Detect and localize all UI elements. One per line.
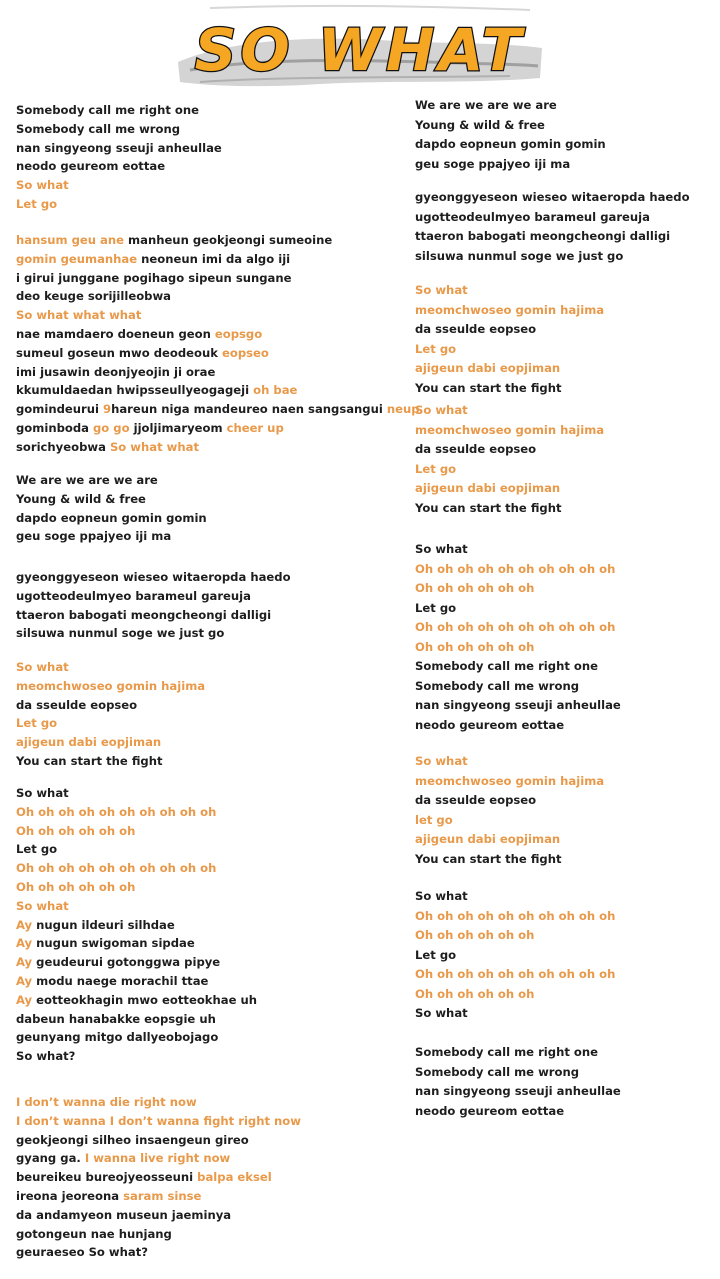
- brush-stroke-title: [170, 0, 550, 100]
- lyric-highlight: hansum geu ane: [16, 233, 124, 247]
- lyric-text: Somebody call me right one: [415, 659, 598, 673]
- lyric-highlight: Ay: [16, 973, 33, 988]
- lyric-text: dapdo eopneun gomin gomin: [415, 137, 606, 151]
- stanza: [16, 1093, 408, 1262]
- lyric-highlight: So what: [415, 283, 468, 297]
- lyric-line: [415, 811, 715, 831]
- lyric-text: da sseulde eopseo: [415, 322, 537, 336]
- lyric-line: [415, 618, 715, 638]
- lyric-text: geokjeongi silheo insaengeun gireo: [16, 1132, 249, 1147]
- lyric-line: [16, 916, 408, 935]
- lyric-highlight: I don’t wanna die right now: [16, 1095, 197, 1109]
- lyric-line: [415, 479, 715, 499]
- lyric-highlight: I wanna live right now: [84, 1151, 231, 1166]
- lyric-line: [415, 791, 715, 811]
- lyric-line: [16, 587, 408, 606]
- stanza: [415, 401, 715, 518]
- lyric-line: [415, 1004, 715, 1024]
- lyric-line: [415, 946, 715, 966]
- lyric-line: [16, 250, 408, 269]
- lyric-line: [415, 772, 715, 792]
- lyric-highlight: oh bae: [253, 383, 298, 398]
- lyric-line: [415, 926, 715, 946]
- lyric-highlight: Oh oh oh oh oh oh oh oh oh oh: [415, 908, 616, 923]
- lyric-line: [415, 499, 715, 519]
- lyric-text: So what?: [16, 1049, 76, 1064]
- lyric-highlight: cheer up: [226, 420, 284, 435]
- lyric-line: [415, 421, 715, 441]
- lyric-line: [16, 658, 408, 677]
- lyric-line: [415, 965, 715, 985]
- stanza: [415, 1043, 715, 1121]
- lyric-highlight: Oh oh oh oh oh oh: [16, 879, 136, 894]
- lyric-line: [16, 897, 408, 916]
- lyric-text: hareun niga mandeureo naen sangsangui: [111, 402, 387, 417]
- lyric-text: da sseulde eopseo: [415, 442, 537, 456]
- lyric-text: Young & wild & free: [415, 117, 545, 132]
- lyric-highlight: Let go: [16, 716, 58, 731]
- lyric-line: [16, 176, 408, 195]
- lyric-line: [415, 188, 715, 208]
- lyric-line: [415, 540, 715, 560]
- lyric-highlight: So what: [16, 178, 69, 193]
- lyric-line: [415, 985, 715, 1005]
- lyric-line: [415, 401, 715, 421]
- lyric-text: geu soge ppajyeo iji ma: [415, 156, 571, 171]
- lyric-text: gotongeun nae hunjang: [16, 1226, 172, 1241]
- lyric-highlight: meomchwoseo gomin hajima: [415, 773, 605, 788]
- lyric-highlight: eopseo: [221, 345, 269, 360]
- lyric-line: [16, 784, 408, 803]
- lyric-text: nan singyeong sseuji anheullae: [415, 1084, 621, 1098]
- lyric-line: [16, 381, 408, 400]
- lyric-line: [415, 359, 715, 379]
- lyric-line: [16, 624, 408, 643]
- lyric-highlight: So what: [415, 403, 468, 417]
- lyric-line: [415, 1102, 715, 1122]
- lyric-line: [415, 887, 715, 907]
- lyric-highlight: Oh oh oh oh oh oh oh oh oh oh: [415, 561, 616, 576]
- lyric-line: [16, 1225, 408, 1244]
- lyric-line: [415, 208, 715, 228]
- lyric-line: [16, 157, 408, 176]
- lyric-highlight: ajigeun dabi eopjiman: [415, 481, 561, 495]
- lyric-line: [415, 340, 715, 360]
- lyric-highlight: Ay: [16, 917, 33, 932]
- stanza: [16, 568, 408, 643]
- lyric-text: da sseulde eopseo: [16, 697, 138, 712]
- lyric-highlight: meomchwoseo gomin hajima: [415, 422, 605, 437]
- lyric-line: [16, 287, 408, 306]
- lyric-line: [16, 822, 408, 841]
- lyric-highlight: meomchwoseo gomin hajima: [16, 678, 206, 693]
- lyric-highlight: Let go: [415, 461, 457, 476]
- lyric-highlight: go go: [93, 420, 130, 435]
- lyric-line: [16, 195, 408, 214]
- lyric-highlight: Oh oh oh oh oh oh: [415, 928, 535, 942]
- lyric-text: manheun geokjeongi sumeoine: [124, 233, 333, 247]
- lyric-line: [415, 716, 715, 736]
- lyric-line: [16, 101, 408, 120]
- lyric-line: [16, 606, 408, 625]
- lyric-text: ttaeron babogati meongcheongi dalligi: [16, 607, 272, 622]
- stanza: [415, 887, 715, 1024]
- lyric-text: neodo geureom eottae: [415, 1103, 565, 1118]
- lyric-highlight: Oh oh oh oh oh oh: [415, 639, 535, 654]
- lyric-text: geudeurui gotonggwa pipye: [32, 955, 221, 970]
- lyric-line: [16, 325, 408, 344]
- stanza: [415, 752, 715, 869]
- lyric-line: [16, 231, 408, 250]
- lyric-line: [16, 752, 408, 771]
- lyric-text: So what: [415, 1006, 468, 1020]
- lyric-line: [16, 972, 408, 991]
- lyric-text: sorichyeobwa: [16, 439, 110, 454]
- lyric-highlight: ajigeun dabi eopjiman: [415, 832, 561, 846]
- lyric-line: [16, 1047, 408, 1066]
- lyric-text: modu naege morachil ttae: [32, 973, 209, 988]
- lyric-highlight: saram sinse: [123, 1188, 202, 1203]
- lyric-line: [16, 490, 408, 509]
- lyric-text: gyeonggyeseon wieseo witaeropda haedo: [415, 190, 690, 204]
- lyric-line: [16, 934, 408, 953]
- lyric-text: Somebody call me right one: [16, 103, 199, 117]
- lyric-line: [415, 247, 715, 267]
- lyric-line: [16, 1010, 408, 1029]
- lyric-highlight: So what: [16, 898, 69, 913]
- lyric-line: [415, 155, 715, 175]
- lyric-line: [16, 953, 408, 972]
- lyric-line: [415, 281, 715, 301]
- lyric-text: You can start the fight: [415, 380, 562, 395]
- lyric-text: ugotteodeulmyeo barameul gareuja: [415, 209, 650, 224]
- lyric-text: Let go: [415, 947, 457, 962]
- lyric-text: nugun swigoman sipdae: [32, 936, 195, 951]
- lyric-line: [16, 1206, 408, 1225]
- lyric-line: [415, 116, 715, 136]
- lyric-highlight: So what what what: [16, 308, 142, 323]
- lyric-text: Let go: [415, 600, 457, 615]
- lyric-text: neoneun imi da algo iji: [137, 251, 291, 266]
- lyric-line: [16, 527, 408, 546]
- lyric-highlight: eopsgo: [214, 326, 263, 341]
- lyric-text: You can start the fight: [415, 500, 562, 515]
- lyric-line: [16, 1243, 408, 1262]
- lyric-highlight: Let go: [415, 341, 457, 356]
- lyric-line: [415, 227, 715, 247]
- lyric-text: geu soge ppajyeo iji ma: [16, 529, 172, 544]
- lyric-line: [16, 714, 408, 733]
- lyric-highlight: So what: [16, 660, 69, 674]
- lyric-text: sumeul goseun mwo deodeouk: [16, 345, 222, 360]
- lyric-text: neodo geureom eottae: [16, 159, 166, 174]
- lyric-highlight: Oh oh oh oh oh oh oh oh oh oh: [16, 861, 217, 876]
- lyric-text: nan singyeong sseuji anheullae: [16, 140, 222, 155]
- lyric-line: [16, 1187, 408, 1206]
- lyric-line: [415, 752, 715, 772]
- lyric-line: [16, 1028, 408, 1047]
- lyric-line: [16, 509, 408, 528]
- lyric-line: [16, 991, 408, 1010]
- lyric-text: geunyang mitgo dallyeobojago: [16, 1030, 219, 1045]
- lyric-line: [16, 1149, 408, 1168]
- lyric-line: [16, 803, 408, 822]
- lyric-line: [16, 1112, 408, 1131]
- lyric-line: [16, 419, 408, 438]
- stanza: [415, 540, 715, 735]
- lyric-text: jjoljimaryeom: [129, 420, 227, 435]
- lyric-highlight: Ay: [16, 955, 33, 970]
- lyric-text: eotteokhagin mwo eotteokhae uh: [32, 992, 257, 1007]
- lyric-line: [415, 560, 715, 580]
- song-title: SO WHAT: [194, 16, 526, 84]
- lyric-line: [415, 830, 715, 850]
- lyric-line: [415, 1082, 715, 1102]
- lyric-line: [16, 139, 408, 158]
- lyric-text: ttaeron babogati meongcheongi dalligi: [415, 229, 671, 243]
- lyric-line: [16, 1168, 408, 1187]
- lyric-highlight: Oh oh oh oh oh oh oh oh oh oh: [415, 967, 616, 981]
- stanza: [16, 784, 408, 1066]
- lyric-text: i girui junggane pogihago sipeun sungane: [16, 270, 292, 285]
- lyric-highlight: 9: [102, 402, 112, 417]
- lyric-text: neodo geureom eottae: [415, 717, 565, 732]
- stanza: [16, 231, 420, 457]
- lyric-text: We are we are we are: [415, 98, 557, 112]
- stanza: [415, 281, 715, 398]
- lyric-line: [16, 400, 420, 419]
- lyric-line: [415, 320, 715, 340]
- lyric-text: We are we are we are: [16, 473, 158, 487]
- lyric-line: [415, 1043, 715, 1063]
- lyric-highlight: Oh oh oh oh oh oh oh oh oh oh: [16, 804, 217, 819]
- lyric-text: Somebody call me wrong: [415, 1064, 580, 1079]
- lyric-line: [16, 269, 408, 288]
- lyric-highlight: ajigeun dabi eopjiman: [16, 735, 162, 750]
- lyric-highlight: Oh oh oh oh oh oh oh oh oh oh: [415, 620, 616, 634]
- lyric-line: [415, 657, 715, 677]
- lyric-line: [415, 907, 715, 927]
- lyric-text: gomindeurui: [16, 402, 103, 417]
- stanza: [16, 658, 408, 771]
- lyric-highlight: Ay: [16, 992, 33, 1007]
- lyric-line: [415, 677, 715, 697]
- lyric-line: [415, 301, 715, 321]
- lyric-text: You can start the fight: [16, 753, 163, 768]
- lyric-highlight: Oh oh oh oh oh oh: [16, 823, 136, 838]
- lyric-text: gyang ga.: [16, 1151, 85, 1166]
- lyric-text: geuraeseo So what?: [16, 1245, 148, 1260]
- stanza: [16, 101, 408, 214]
- lyric-highlight: Oh oh oh oh oh oh: [415, 986, 535, 1001]
- lyric-text: nan singyeong sseuji anheullae: [415, 698, 621, 712]
- lyric-text: kkumuldaedan hwipsseullyeogageji: [16, 383, 254, 398]
- lyric-text: Somebody call me right one: [415, 1045, 598, 1059]
- stanza: [415, 188, 715, 266]
- lyric-text: nae mamdaero doeneun geon: [16, 326, 215, 341]
- lyric-line: [16, 363, 408, 382]
- lyric-line: [415, 599, 715, 619]
- lyric-line: [415, 440, 715, 460]
- lyric-highlight: gomin geumanhae: [16, 251, 138, 266]
- lyric-line: [415, 579, 715, 599]
- lyric-line: [415, 96, 715, 116]
- lyric-line: [16, 840, 408, 859]
- lyric-line: [16, 878, 408, 897]
- lyric-line: [415, 1063, 715, 1083]
- lyric-highlight: balpa eksel: [197, 1170, 272, 1185]
- lyric-line: [415, 460, 715, 480]
- lyric-line: [16, 1131, 408, 1150]
- lyric-line: [16, 677, 408, 696]
- lyric-text: dabeun hanabakke eopsgie uh: [16, 1011, 216, 1026]
- lyric-text: beureikeu bureojyeosseuni: [16, 1170, 198, 1185]
- lyric-text: Young & wild & free: [16, 491, 146, 506]
- lyric-text: gominboda: [16, 420, 93, 435]
- lyric-text: You can start the fight: [415, 851, 562, 866]
- lyric-line: [415, 135, 715, 155]
- lyric-highlight: Oh oh oh oh oh oh: [415, 581, 535, 595]
- lyric-text: deo keuge sorijilleobwa: [16, 289, 171, 304]
- lyric-highlight: neup: [386, 402, 420, 417]
- lyric-text: So what: [415, 542, 468, 556]
- lyric-highlight: Let go: [16, 196, 58, 211]
- lyric-text: Let go: [16, 842, 58, 857]
- lyric-line: [16, 344, 408, 363]
- lyric-line: [415, 850, 715, 870]
- lyric-line: [16, 120, 408, 139]
- lyric-text: So what: [415, 889, 468, 903]
- lyric-line: [16, 696, 408, 715]
- lyric-line: [16, 306, 408, 325]
- lyric-text: silsuwa nunmul soge we just go: [415, 248, 624, 263]
- lyric-text: da andamyeon museun jaeminya: [16, 1207, 232, 1222]
- lyric-line: [16, 1093, 408, 1112]
- lyric-line: [16, 859, 408, 878]
- lyric-text: dapdo eopneun gomin gomin: [16, 510, 207, 525]
- lyric-text: nugun ildeuri silhdae: [32, 917, 175, 932]
- lyric-line: [415, 638, 715, 658]
- lyric-text: ireona jeoreona: [16, 1188, 124, 1203]
- title-banner: [170, 0, 550, 100]
- lyric-line: [415, 379, 715, 399]
- lyric-line: [16, 568, 408, 587]
- lyric-highlight: ajigeun dabi eopjiman: [415, 361, 561, 375]
- lyric-highlight: meomchwoseo gomin hajima: [415, 302, 605, 317]
- lyric-line: [16, 438, 408, 457]
- lyric-text: imi jusawin deonjyeojin ji orae: [16, 364, 216, 379]
- lyric-line: [16, 733, 408, 752]
- lyric-text: da sseulde eopseo: [415, 793, 537, 807]
- stanza: [16, 471, 408, 546]
- stanza: [415, 96, 715, 174]
- lyric-text: So what: [16, 786, 69, 800]
- lyric-highlight: So what what: [109, 439, 200, 454]
- lyric-text: silsuwa nunmul soge we just go: [16, 626, 225, 641]
- lyric-highlight: Ay: [16, 936, 33, 951]
- lyric-line: [415, 696, 715, 716]
- lyric-highlight: So what: [415, 754, 468, 768]
- lyric-highlight: let go: [415, 812, 453, 827]
- lyric-text: gyeonggyeseon wieseo witaeropda haedo: [16, 570, 291, 584]
- lyric-highlight: I don’t wanna I don’t wanna fight right now: [16, 1113, 301, 1128]
- lyric-line: [16, 471, 408, 490]
- lyric-text: Somebody call me wrong: [16, 121, 181, 136]
- lyric-text: Somebody call me wrong: [415, 678, 580, 693]
- lyric-text: ugotteodeulmyeo barameul gareuja: [16, 588, 251, 603]
